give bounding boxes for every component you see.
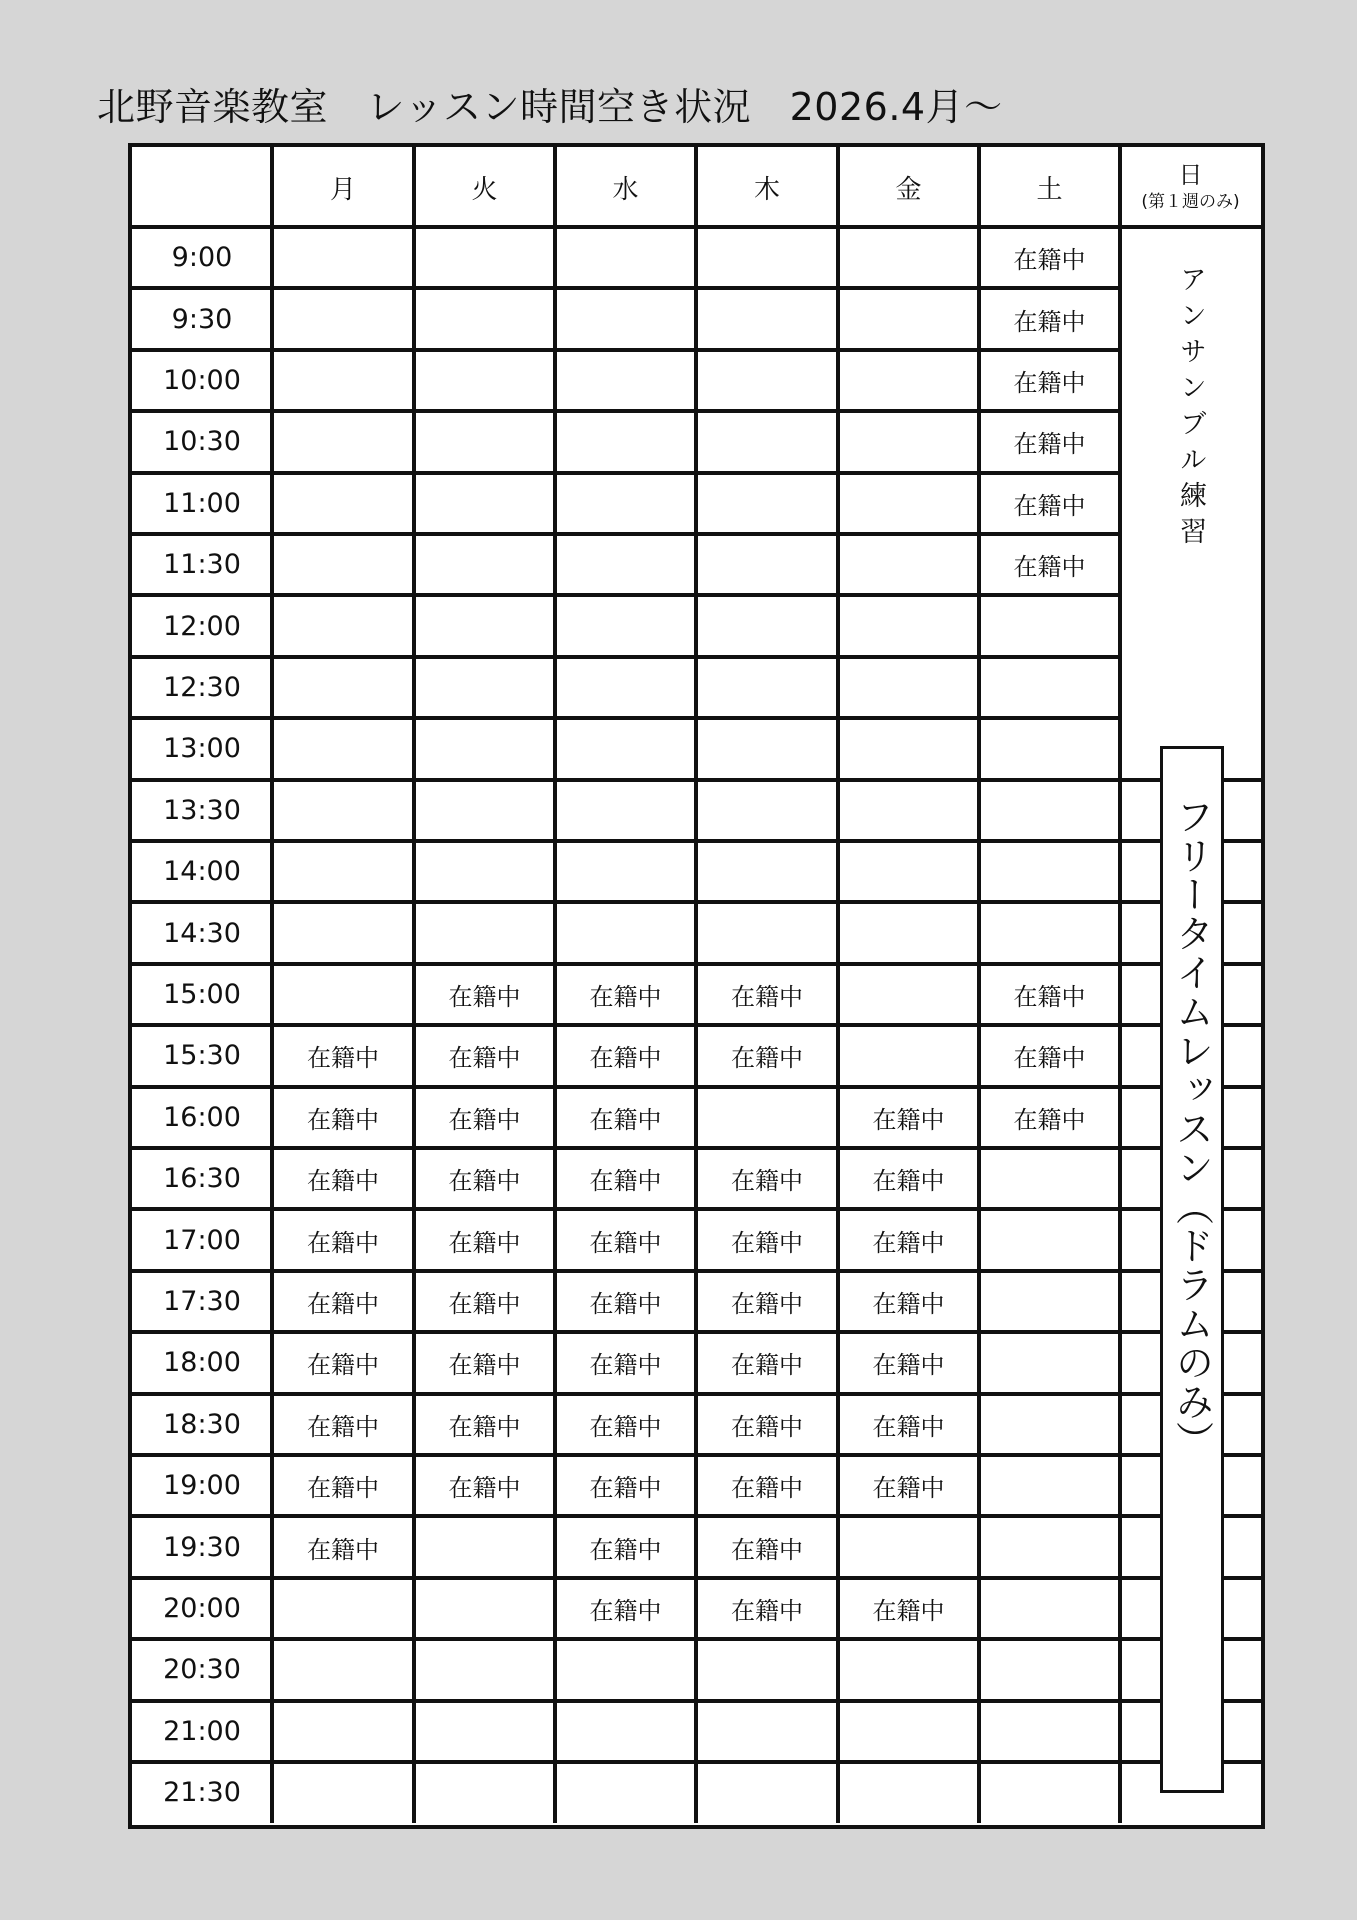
schedule-cell bbox=[555, 1762, 696, 1823]
schedule-cell: 在籍中 bbox=[872, 1351, 945, 1380]
schedule-cell bbox=[414, 350, 555, 411]
schedule-cell: 在籍中 bbox=[731, 1044, 803, 1073]
schedule-cell bbox=[555, 902, 696, 963]
schedule-cell: 在籍中 bbox=[589, 1105, 662, 1134]
schedule-cell bbox=[555, 227, 696, 288]
schedule-cell bbox=[555, 657, 696, 718]
time-slot: 9:00 bbox=[171, 242, 233, 274]
schedule-cell: 在籍中 bbox=[1013, 307, 1086, 336]
schedule-cell: 在籍中 bbox=[448, 1228, 521, 1257]
schedule-cell: 在籍中 bbox=[1013, 1044, 1086, 1073]
time-slot: 10:30 bbox=[163, 426, 241, 458]
schedule-cell bbox=[272, 1762, 414, 1823]
schedule-cell bbox=[272, 227, 414, 288]
schedule-cell bbox=[979, 841, 1120, 902]
schedule-cell bbox=[838, 350, 979, 411]
schedule-cell bbox=[838, 1701, 979, 1762]
schedule-cell bbox=[838, 902, 979, 963]
day-header: 金 bbox=[895, 174, 922, 205]
schedule-cell: 在籍中 bbox=[307, 1105, 379, 1134]
schedule-cell bbox=[838, 411, 979, 472]
schedule-cell bbox=[272, 780, 414, 841]
schedule-cell: 在籍中 bbox=[448, 1412, 521, 1441]
time-slot: 14:00 bbox=[163, 856, 241, 888]
schedule-cell: 在籍中 bbox=[731, 1535, 803, 1564]
schedule-cell: 在籍中 bbox=[589, 1351, 662, 1380]
schedule-cell bbox=[838, 227, 979, 288]
schedule-cell bbox=[272, 718, 414, 779]
schedule-cell: 在籍中 bbox=[448, 1044, 521, 1073]
schedule-cell bbox=[555, 288, 696, 349]
schedule-cell: 在籍中 bbox=[448, 982, 521, 1011]
schedule-cell bbox=[414, 1639, 555, 1700]
schedule-cell bbox=[838, 595, 979, 656]
time-slot: 12:30 bbox=[163, 671, 241, 703]
document-title: 北野音楽教室 レッスン時間空き状況 2026.4月～ bbox=[97, 85, 1003, 129]
schedule-cell bbox=[555, 411, 696, 472]
schedule-cell bbox=[696, 780, 838, 841]
time-slot: 19:30 bbox=[163, 1531, 241, 1563]
schedule-cell: 在籍中 bbox=[731, 1228, 803, 1257]
schedule-cell bbox=[696, 1087, 838, 1148]
schedule-cell bbox=[414, 1701, 555, 1762]
schedule-cell bbox=[838, 473, 979, 534]
sunday-free-time-box bbox=[1160, 746, 1224, 1793]
schedule-cell bbox=[838, 1762, 979, 1823]
schedule-cell bbox=[838, 964, 979, 1025]
schedule-cell bbox=[838, 1516, 979, 1577]
schedule-cell bbox=[696, 657, 838, 718]
schedule-cell bbox=[414, 841, 555, 902]
schedule-cell: 在籍中 bbox=[872, 1289, 945, 1318]
sunday-header bbox=[1120, 147, 1261, 227]
schedule-cell bbox=[696, 534, 838, 595]
schedule-cell bbox=[979, 1455, 1120, 1516]
schedule-cell: 在籍中 bbox=[872, 1105, 945, 1134]
schedule-cell bbox=[696, 350, 838, 411]
schedule-cell bbox=[838, 657, 979, 718]
schedule-cell: 在籍中 bbox=[589, 1412, 662, 1441]
schedule-cell bbox=[979, 595, 1120, 656]
time-slot: 17:30 bbox=[163, 1285, 241, 1317]
schedule-cell: 在籍中 bbox=[872, 1228, 945, 1257]
schedule-cell: 在籍中 bbox=[589, 982, 662, 1011]
schedule-cell bbox=[555, 780, 696, 841]
schedule-cell bbox=[555, 1701, 696, 1762]
time-slot: 21:30 bbox=[163, 1777, 241, 1809]
schedule-cell bbox=[555, 595, 696, 656]
schedule-cell bbox=[979, 1332, 1120, 1393]
schedule-cell bbox=[272, 964, 414, 1025]
schedule-cell bbox=[414, 288, 555, 349]
schedule-cell: 在籍中 bbox=[1013, 553, 1086, 582]
schedule-cell bbox=[979, 1394, 1120, 1455]
schedule-cell bbox=[272, 1639, 414, 1700]
schedule-cell bbox=[979, 1516, 1120, 1577]
schedule-cell bbox=[696, 1639, 838, 1700]
schedule-cell bbox=[979, 657, 1120, 718]
schedule-cell bbox=[838, 288, 979, 349]
time-slot: 11:30 bbox=[163, 549, 241, 581]
schedule-cell bbox=[979, 1701, 1120, 1762]
schedule-cell bbox=[272, 473, 414, 534]
schedule-cell bbox=[555, 473, 696, 534]
schedule-cell bbox=[555, 718, 696, 779]
schedule-cell: 在籍中 bbox=[589, 1596, 662, 1625]
schedule-cell bbox=[696, 902, 838, 963]
schedule-cell bbox=[979, 1762, 1120, 1823]
schedule-cell bbox=[414, 902, 555, 963]
schedule-cell: 在籍中 bbox=[448, 1474, 521, 1503]
sunday-free-time-label: フリータイムレッスン（ドラムのみ） bbox=[1169, 797, 1214, 1461]
schedule-cell bbox=[696, 1701, 838, 1762]
schedule-cell: 在籍中 bbox=[1013, 982, 1086, 1011]
schedule-cell: 在籍中 bbox=[589, 1474, 662, 1503]
schedule-cell bbox=[272, 657, 414, 718]
day-header: 月 bbox=[329, 174, 356, 205]
sunday-ensemble-block: アンサンブル練習 bbox=[1175, 265, 1206, 553]
schedule-cell bbox=[272, 595, 414, 656]
schedule-cell: 在籍中 bbox=[731, 1596, 803, 1625]
schedule-cell bbox=[414, 534, 555, 595]
schedule-cell bbox=[414, 1762, 555, 1823]
schedule-cell: 在籍中 bbox=[307, 1474, 379, 1503]
time-slot: 15:30 bbox=[163, 1040, 241, 1072]
time-slot: 21:00 bbox=[163, 1715, 241, 1747]
schedule-cell bbox=[414, 718, 555, 779]
schedule-cell: 在籍中 bbox=[872, 1412, 945, 1441]
time-slot: 13:00 bbox=[163, 733, 241, 765]
schedule-cell: 在籍中 bbox=[731, 1474, 803, 1503]
schedule-cell bbox=[696, 288, 838, 349]
schedule-cell bbox=[414, 1578, 555, 1639]
time-slot: 12:00 bbox=[163, 610, 241, 642]
schedule-cell: 在籍中 bbox=[1013, 491, 1086, 520]
schedule-cell bbox=[979, 1148, 1120, 1209]
schedule-cell bbox=[414, 473, 555, 534]
schedule-cell: 在籍中 bbox=[1013, 368, 1086, 397]
schedule-cell bbox=[272, 1701, 414, 1762]
schedule-cell: 在籍中 bbox=[448, 1167, 521, 1196]
schedule-cell: 在籍中 bbox=[307, 1289, 379, 1318]
schedule-cell bbox=[979, 780, 1120, 841]
schedule-cell bbox=[838, 1025, 979, 1086]
time-slot: 16:30 bbox=[163, 1163, 241, 1195]
schedule-cell bbox=[272, 902, 414, 963]
schedule-cell: 在籍中 bbox=[307, 1044, 379, 1073]
time-slot: 10:00 bbox=[163, 364, 241, 396]
schedule-cell: 在籍中 bbox=[307, 1412, 379, 1441]
schedule-cell bbox=[838, 534, 979, 595]
schedule-cell bbox=[979, 902, 1120, 963]
schedule-cell bbox=[414, 657, 555, 718]
schedule-cell bbox=[979, 1639, 1120, 1700]
time-slot: 9:30 bbox=[171, 303, 233, 335]
day-header: 土 bbox=[1036, 174, 1063, 205]
schedule-cell: 在籍中 bbox=[1013, 1105, 1086, 1134]
schedule-cell bbox=[838, 718, 979, 779]
schedule-cell: 在籍中 bbox=[589, 1228, 662, 1257]
schedule-cell bbox=[414, 227, 555, 288]
schedule-cell: 在籍中 bbox=[1013, 246, 1086, 275]
sunday-header-note: (第１週のみ) bbox=[1141, 191, 1240, 212]
time-slot: 15:00 bbox=[163, 978, 241, 1010]
schedule-cell bbox=[414, 595, 555, 656]
schedule-table bbox=[128, 143, 1265, 1829]
schedule-cell: 在籍中 bbox=[307, 1228, 379, 1257]
schedule-cell bbox=[555, 841, 696, 902]
time-slot: 20:00 bbox=[163, 1592, 241, 1624]
schedule-cell bbox=[696, 841, 838, 902]
schedule-cell bbox=[272, 411, 414, 472]
schedule-cell: 在籍中 bbox=[731, 1289, 803, 1318]
time-slot: 18:30 bbox=[163, 1408, 241, 1440]
time-slot: 17:00 bbox=[163, 1224, 241, 1256]
schedule-cell bbox=[979, 1578, 1120, 1639]
schedule-cell bbox=[696, 1762, 838, 1823]
time-slot: 20:30 bbox=[163, 1654, 241, 1686]
schedule-cell: 在籍中 bbox=[872, 1167, 945, 1196]
schedule-cell: 在籍中 bbox=[589, 1167, 662, 1196]
time-slot: 14:30 bbox=[163, 917, 241, 949]
schedule-cell bbox=[696, 595, 838, 656]
schedule-cell bbox=[555, 1639, 696, 1700]
schedule-cell bbox=[414, 1516, 555, 1577]
schedule-cell bbox=[272, 288, 414, 349]
time-slot: 19:00 bbox=[163, 1470, 241, 1502]
schedule-cell: 在籍中 bbox=[307, 1167, 379, 1196]
day-header: 木 bbox=[753, 174, 780, 205]
day-header: 水 bbox=[612, 174, 639, 205]
time-slot: 11:00 bbox=[163, 487, 241, 519]
time-slot: 18:00 bbox=[163, 1347, 241, 1379]
schedule-cell bbox=[272, 534, 414, 595]
schedule-cell bbox=[555, 350, 696, 411]
time-slot: 16:00 bbox=[163, 1101, 241, 1133]
schedule-cell bbox=[272, 1578, 414, 1639]
schedule-cell: 在籍中 bbox=[589, 1289, 662, 1318]
schedule-cell: 在籍中 bbox=[731, 1167, 803, 1196]
schedule-cell bbox=[979, 718, 1120, 779]
schedule-cell bbox=[838, 1639, 979, 1700]
schedule-cell bbox=[838, 780, 979, 841]
schedule-cell: 在籍中 bbox=[1013, 430, 1086, 459]
schedule-cell bbox=[696, 473, 838, 534]
schedule-cell: 在籍中 bbox=[731, 1412, 803, 1441]
sunday-header-label: 日 bbox=[1178, 161, 1203, 190]
schedule-cell: 在籍中 bbox=[448, 1351, 521, 1380]
schedule-cell: 在籍中 bbox=[872, 1474, 945, 1503]
schedule-cell bbox=[272, 350, 414, 411]
schedule-cell bbox=[979, 1209, 1120, 1270]
schedule-cell: 在籍中 bbox=[731, 1351, 803, 1380]
schedule-cell: 在籍中 bbox=[448, 1289, 521, 1318]
schedule-cell: 在籍中 bbox=[307, 1351, 379, 1380]
corner-header bbox=[132, 147, 272, 227]
day-header: 火 bbox=[471, 174, 498, 205]
schedule-cell bbox=[979, 1271, 1120, 1332]
schedule-cell bbox=[555, 534, 696, 595]
schedule-cell bbox=[414, 411, 555, 472]
schedule-cell bbox=[696, 718, 838, 779]
schedule-cell bbox=[696, 227, 838, 288]
schedule-cell: 在籍中 bbox=[731, 982, 803, 1011]
schedule-cell: 在籍中 bbox=[589, 1044, 662, 1073]
schedule-cell bbox=[696, 411, 838, 472]
schedule-cell bbox=[414, 780, 555, 841]
time-slot: 13:30 bbox=[163, 794, 241, 826]
schedule-cell: 在籍中 bbox=[872, 1596, 945, 1625]
schedule-cell: 在籍中 bbox=[307, 1535, 379, 1564]
schedule-cell bbox=[838, 841, 979, 902]
schedule-cell: 在籍中 bbox=[448, 1105, 521, 1134]
schedule-cell bbox=[272, 841, 414, 902]
schedule-cell: 在籍中 bbox=[589, 1535, 662, 1564]
